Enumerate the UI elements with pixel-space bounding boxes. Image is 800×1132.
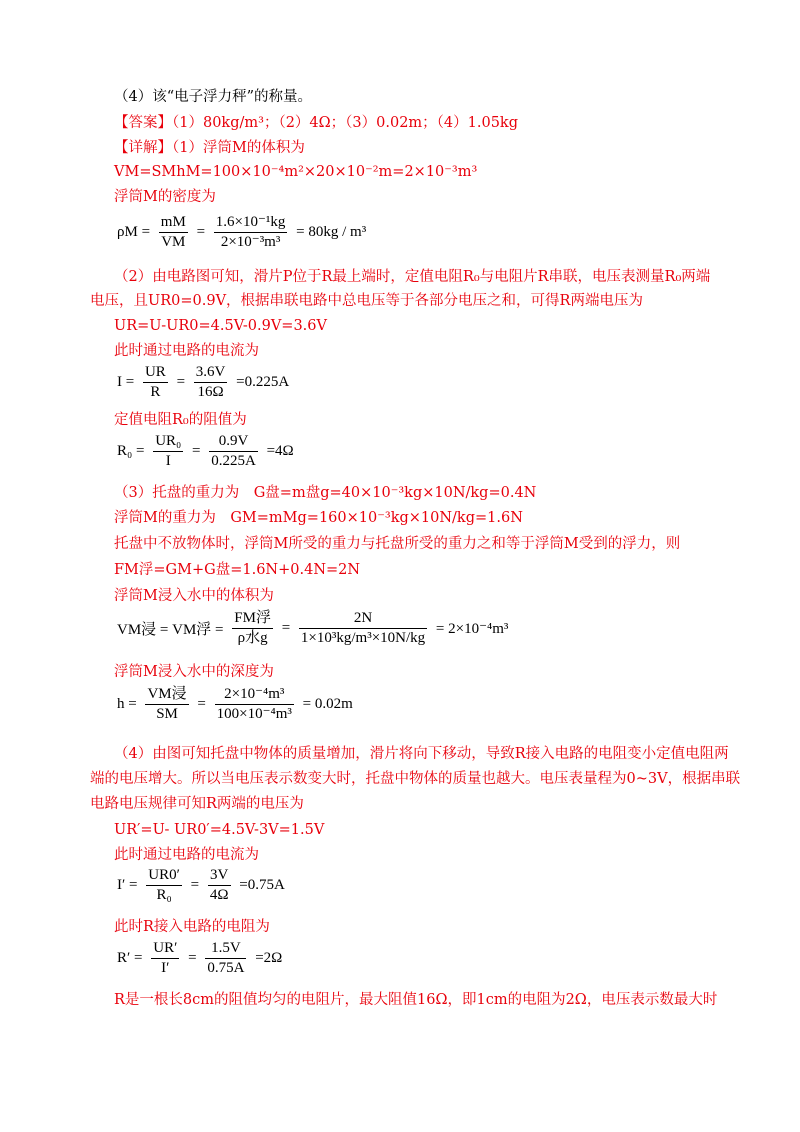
r0-frac-1: $\frac{\text{UR₀}}{I}$ <box>155 433 182 469</box>
p4-r-intro: 此时R接入电路的电阻为 <box>114 919 270 935</box>
volume-frac-2: $\frac{2N}{\text{1×10³kg/m³×10N/kg}}$ <box>300 610 426 646</box>
current-frac-2: $\frac{3.6V}{16\Omega}$ <box>195 364 226 400</box>
current2-frac-1: $\frac{UR0'}{\text{R₀}}$ <box>148 867 180 903</box>
depth-frac-1: $\frac{\text{VM浸}}{SM}$ <box>147 686 187 722</box>
p2-current-intro: 此时通过电路的电流为 <box>114 343 259 359</box>
density-formula: ρM = $\frac{mM}{VM}$ = $\frac{\text{1.6×10⁻¹kg}}{\text{2×10⁻³m³}}$ = 80kg / m³ <box>117 214 367 250</box>
p2-ur: UR=U-UR0=4.5V-0.9V=3.6V <box>114 318 327 334</box>
p3-depth-intro: 浮筒M浸入水中的深度为 <box>114 664 274 680</box>
density-frac-1: $\frac{mM}{VM}$ <box>160 214 186 250</box>
r2-frac-1: $\frac{UR'}{I'}$ <box>153 940 178 976</box>
p2-r0-intro: 定值电阻R₀的阻值为 <box>114 412 247 428</box>
r2-formula: R′ = $\frac{UR'}{I'}$ = $\frac{1.5V}{0.75A}$ =2Ω <box>117 940 283 976</box>
p4-line1: （4）由图可知托盘中物体的质量增加，滑片将向下移动，导致R接入电路的电阻变小定值电阻两 <box>114 746 729 762</box>
density-lhs: ρM = <box>117 224 151 240</box>
r0-frac-2: $\frac{0.9V}{0.225A}$ <box>211 433 256 469</box>
density-intro: 浮筒M的密度为 <box>114 189 216 205</box>
current2-formula: I′ = $\frac{UR0'}{\text{R₀}}$ = $\frac{3V}{4\Omega}$ =0.75A <box>117 867 285 903</box>
depth-frac-2: $\frac{\text{2×10⁻⁴m³}}{\text{100×10⁻⁴m³}}$ <box>216 686 292 722</box>
p3-buoy: FM浮=GM+G盘=1.6N+0.4N=2N <box>114 562 361 578</box>
p3-float: 浮筒M的重力为 GM=mMg=160×10⁻³kg×10N/kg=1.6N <box>114 510 523 526</box>
answer-line <box>114 114 518 132</box>
p3-tray: （3）托盘的重力为 G盘=m盘g=40×10⁻³kg×10N/kg=0.4N <box>114 485 537 501</box>
volume-frac-1: $\frac{\text{FM浮}}{\text{ρ水g}}$ <box>234 610 271 646</box>
current2-frac-2: $\frac{3V}{4\Omega}$ <box>209 867 229 903</box>
detail-line <box>114 139 305 157</box>
p3-vol-intro: 浮筒M浸入水中的体积为 <box>114 588 274 604</box>
density-frac-2: $\frac{\text{1.6×10⁻¹kg}}{\text{2×10⁻³m³}}$ <box>215 214 286 250</box>
p4-ur: UR′=U- UR0′=4.5V-3V=1.5V <box>114 822 325 838</box>
answer-label: 【答案】 <box>114 115 172 131</box>
q4-title: （4）该“电子浮力秤”的称量。 <box>114 89 313 105</box>
density-rhs: = 80kg / m³ <box>296 224 367 240</box>
p4-line3: 电路电压规律可知R两端的电压为 <box>90 796 304 812</box>
r2-frac-2: $\frac{1.5V}{0.75A}$ <box>207 940 245 976</box>
volume-submerged-formula: VM浸 = VM浮 = $\frac{\text{FM浮}}{\text{ρ水g}}$ = $\frac{2N}{\text{1×10³kg/m³×10N/kg}}$ = 2×10⁻⁴m³ <box>117 610 509 646</box>
current-frac-1: $\frac{UR}{R}$ <box>144 364 166 400</box>
detail-p1-intro: （1）浮筒M的体积为 <box>172 140 305 156</box>
detail-label: 【详解】 <box>114 140 172 156</box>
p2-line2: 电压，且UR0=0.9V，根据串联电路中总电压等于各部分电压之和，可得R两端电压为 <box>90 293 643 309</box>
p4-current-intro: 此时通过电路的电流为 <box>114 847 259 863</box>
r0-formula: R₀ = $\frac{\text{UR₀}}{I}$ = $\frac{0.9V}{0.225A}$ =4Ω <box>117 433 294 469</box>
p4-line2: 端的电压增大。所以当电压表示数变大时，托盘中物体的质量也越大。电压表量程为0~3V，根据串联 <box>90 771 741 787</box>
volume-formula: VM=SMhM=100×10⁻⁴m²×20×10⁻²m=2×10⁻³m³ <box>114 164 478 180</box>
depth-formula: h = $\frac{\text{VM浸}}{SM}$ = $\frac{\text{2×10⁻⁴m³}}{\text{100×10⁻⁴m³}}$ = 0.02m <box>117 686 353 722</box>
p3-balance: 托盘中不放物体时，浮筒M所受的重力与托盘所受的重力之和等于浮筒M受到的浮力，则 <box>114 536 681 552</box>
current-formula: I = $\frac{UR}{R}$ = $\frac{3.6V}{16\Omega}$ =0.225A <box>117 364 290 400</box>
p2-line1: （2）由电路图可知，滑片P位于R最上端时，定值电阻R₀与电阻片R串联，电压表测量R₀两端 <box>114 269 711 285</box>
p4-last: R是一根长8cm的阻值均匀的电阻片，最大阻值16Ω，即1cm的电阻为2Ω，电压表示数最大时 <box>114 992 718 1008</box>
answer-text: （1）80kg/m³；（2）4Ω；（3）0.02m；（4）1.05kg <box>172 115 519 131</box>
